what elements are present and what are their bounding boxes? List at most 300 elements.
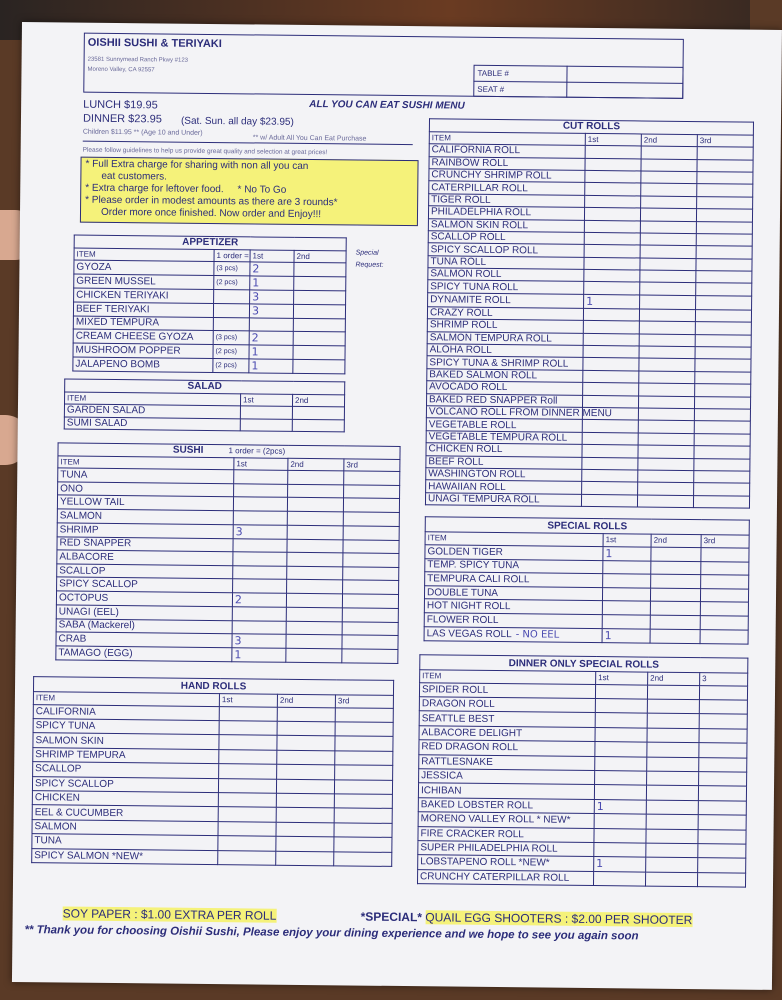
order-cell-1st[interactable] <box>582 432 638 445</box>
order-cell-1st[interactable] <box>595 756 647 771</box>
order-cell-1st[interactable] <box>603 546 651 561</box>
order-cell-1st[interactable] <box>232 634 286 649</box>
item-name: TUNA <box>32 834 218 850</box>
order-cell-3rd[interactable] <box>342 649 398 664</box>
order-cell-2nd[interactable] <box>641 146 697 159</box>
col-1st: 1st <box>219 694 277 707</box>
order-cell-2nd[interactable] <box>287 566 343 580</box>
order-cell-2nd[interactable] <box>294 277 346 292</box>
order-cell-1st[interactable] <box>584 245 640 258</box>
order-cell-3rd[interactable] <box>334 808 392 823</box>
order-cell-1st[interactable] <box>585 183 641 196</box>
order-cell-2nd[interactable] <box>276 822 334 837</box>
order-cell-3rd[interactable] <box>700 602 748 616</box>
order-cell-2nd[interactable] <box>292 419 344 432</box>
order-cell-1st[interactable] <box>585 195 641 208</box>
item-name: CALIFORNIA ROLL <box>429 144 585 158</box>
order-cell-3rd[interactable] <box>698 844 746 859</box>
order-cell-2nd[interactable] <box>286 634 342 649</box>
order-cell-2nd[interactable] <box>645 872 697 887</box>
order-cell-2nd[interactable] <box>639 334 695 347</box>
order-cell-2nd[interactable] <box>647 685 699 700</box>
order-cell-2nd[interactable] <box>293 359 345 374</box>
item-name: OCTOPUS <box>56 591 232 607</box>
order-cell-2nd[interactable] <box>640 245 696 258</box>
order-cell-1st[interactable] <box>250 276 294 290</box>
order-cell-3rd[interactable] <box>694 446 750 459</box>
item-name: BEEF ROLL <box>426 455 582 469</box>
cut-rolls-title: CUT ROLLS <box>429 119 753 135</box>
handwritten-mark: 2 <box>251 331 259 345</box>
item-name: HOT NIGHT ROLL <box>424 599 602 614</box>
item-name: SPICY TUNA ROLL <box>428 280 584 294</box>
order-cell-3rd[interactable] <box>694 409 750 422</box>
order-cell-1st[interactable] <box>583 358 639 371</box>
item-name: SALMON SKIN ROLL <box>428 218 584 232</box>
order-cell-3rd[interactable] <box>701 547 749 562</box>
order-cell-2nd[interactable] <box>277 721 335 736</box>
order-cell-3rd[interactable] <box>698 829 746 844</box>
order-cell-1st[interactable] <box>593 871 645 886</box>
item-name: SALMON TEMPURA ROLL <box>427 331 583 345</box>
order-cell-3rd[interactable] <box>701 575 749 589</box>
order-cell-3rd[interactable] <box>342 635 398 650</box>
item-name: VOLCANO ROLL FROM DINNER MENU <box>426 406 582 420</box>
order-cell-3rd[interactable] <box>694 483 750 496</box>
order-cell-2nd[interactable] <box>287 539 343 553</box>
order-cell-2nd[interactable] <box>640 295 696 310</box>
order-cell-1st[interactable] <box>249 345 293 359</box>
order-cell-2nd[interactable] <box>640 282 696 295</box>
item-name: TIGER ROLL <box>429 194 585 208</box>
order-cell-2nd[interactable] <box>294 263 346 278</box>
item-name: RATTLESNAKE <box>419 754 595 770</box>
item-name: FLOWER ROLL <box>424 613 602 628</box>
order-cell-3rd[interactable] <box>700 588 748 602</box>
order-cell-3rd[interactable] <box>700 616 748 630</box>
order-cell-1st[interactable] <box>583 345 639 358</box>
order-cell-2nd[interactable] <box>639 346 695 359</box>
item-name: CATERPILLAR ROLL <box>429 181 585 195</box>
thank-you-note: ** Thank you for choosing Oishii Sushi, Please enjoy your dining experience and we hope to see you again soon <box>24 924 639 943</box>
order-cell-1st[interactable] <box>582 457 638 470</box>
order-cell-1st[interactable] <box>584 220 640 233</box>
order-cell-3rd[interactable] <box>696 271 752 284</box>
order-cell-1st[interactable] <box>219 764 277 779</box>
dinner-price: DINNER $23.95 <box>82 112 162 126</box>
order-cell-1st[interactable] <box>218 821 276 836</box>
order-cell-2nd[interactable] <box>287 525 343 540</box>
order-cell-3rd[interactable] <box>694 471 750 484</box>
order-cell-2nd[interactable] <box>646 843 698 858</box>
order-cell-3rd[interactable] <box>701 561 749 575</box>
order-cell-1st[interactable] <box>218 778 276 793</box>
handwritten-mark: 2 <box>252 262 260 276</box>
order-cell-1st[interactable] <box>219 749 277 764</box>
order-cell-1st[interactable] <box>219 735 277 750</box>
order-cell-2nd[interactable] <box>286 607 342 621</box>
handwritten-mark: 1 <box>251 359 259 373</box>
order-cell-3rd[interactable] <box>697 172 753 185</box>
item-qty <box>213 304 249 318</box>
order-cell-1st[interactable] <box>250 290 294 304</box>
order-cell-2nd[interactable] <box>650 588 700 602</box>
order-cell-3rd[interactable] <box>695 347 751 360</box>
order-cell-1st[interactable] <box>594 857 646 872</box>
order-cell-1st[interactable] <box>240 406 292 419</box>
order-cell-3rd[interactable] <box>697 872 745 887</box>
order-cell-1st[interactable] <box>249 304 293 318</box>
order-cell-3rd[interactable] <box>334 837 392 852</box>
order-cell-3rd[interactable] <box>694 421 750 434</box>
order-cell-2nd[interactable] <box>277 750 335 765</box>
order-cell-1st[interactable] <box>595 713 647 728</box>
item-qty: (3 pcs) <box>213 330 249 344</box>
order-cell-1st[interactable] <box>249 318 293 331</box>
order-cell-2nd[interactable] <box>647 699 699 714</box>
order-cell-2nd[interactable] <box>641 183 697 196</box>
order-cell-2nd[interactable] <box>292 407 344 420</box>
order-cell-3rd[interactable] <box>335 722 393 737</box>
order-cell-2nd[interactable] <box>639 371 695 384</box>
order-cell-1st[interactable] <box>594 842 646 857</box>
order-cell-1st[interactable] <box>603 574 651 588</box>
order-cell-3rd[interactable] <box>344 485 400 499</box>
order-cell-2nd[interactable] <box>640 258 696 271</box>
order-cell-1st[interactable] <box>595 699 647 714</box>
order-cell-1st[interactable] <box>218 836 276 851</box>
order-cell-1st[interactable] <box>233 538 287 552</box>
order-cell-3rd[interactable] <box>695 371 751 384</box>
order-cell-2nd[interactable] <box>638 482 694 495</box>
order-cell-2nd[interactable] <box>293 305 345 320</box>
order-cell-1st[interactable] <box>233 497 287 511</box>
order-cell-1st[interactable] <box>233 552 287 566</box>
order-cell-1st[interactable] <box>594 814 646 829</box>
order-cell-3rd[interactable] <box>695 334 751 347</box>
order-cell-2nd[interactable] <box>646 785 698 800</box>
item-name: SHRIMP <box>57 522 233 538</box>
order-cell-3rd[interactable] <box>343 553 399 567</box>
order-cell-1st[interactable] <box>595 742 647 757</box>
order-cell-1st[interactable] <box>602 628 650 643</box>
order-cell-3rd[interactable] <box>696 258 752 271</box>
order-cell-1st[interactable] <box>219 721 277 736</box>
order-cell-3rd[interactable] <box>698 815 746 830</box>
order-cell-1st[interactable] <box>233 511 287 525</box>
item-name: JESSICA <box>419 769 595 785</box>
order-cell-1st[interactable] <box>582 469 638 482</box>
order-cell-1st[interactable] <box>594 799 646 814</box>
order-cell-1st[interactable] <box>583 321 639 334</box>
order-cell-3rd[interactable] <box>335 765 393 780</box>
order-cell-3rd[interactable] <box>699 772 747 787</box>
order-cell-2nd[interactable] <box>286 648 342 663</box>
order-cell-3rd[interactable] <box>698 800 746 815</box>
order-cell-2nd[interactable] <box>647 713 699 728</box>
order-cell-1st[interactable] <box>219 706 277 721</box>
order-cell-3rd[interactable] <box>334 823 392 838</box>
order-cell-1st[interactable] <box>240 419 292 432</box>
order-cell-2nd[interactable] <box>287 498 343 512</box>
order-cell-3rd[interactable] <box>696 295 752 310</box>
children-note: ** w/ Adult All You Can Eat Purchase <box>252 134 367 143</box>
order-cell-2nd[interactable] <box>293 331 345 346</box>
order-cell-2nd[interactable] <box>294 291 346 306</box>
item-name: CHICKEN TERIYAKI <box>74 288 214 303</box>
order-cell-3rd[interactable] <box>696 246 752 259</box>
order-cell-3rd[interactable] <box>342 608 398 622</box>
order-cell-1st[interactable] <box>584 294 640 309</box>
order-cell-2nd[interactable] <box>293 345 345 360</box>
order-cell-2nd[interactable] <box>638 408 694 421</box>
item-name: VEGETABLE TEMPURA ROLL <box>426 431 582 445</box>
order-cell-1st[interactable] <box>234 470 288 484</box>
order-cell-3rd[interactable] <box>344 471 400 485</box>
order-cell-2nd[interactable] <box>647 771 699 786</box>
order-cell-1st[interactable] <box>250 262 294 276</box>
order-cell-3rd[interactable] <box>699 685 747 700</box>
order-cell-2nd[interactable] <box>293 319 345 332</box>
table-row <box>32 848 392 866</box>
order-cell-2nd[interactable] <box>640 233 696 246</box>
order-cell-2nd[interactable] <box>651 561 701 575</box>
order-cell-1st[interactable] <box>218 850 276 865</box>
order-cell-1st[interactable] <box>233 524 287 539</box>
order-cell-2nd[interactable] <box>276 779 334 794</box>
order-cell-3rd[interactable] <box>343 567 399 581</box>
salad-title: SALAD <box>65 379 345 395</box>
table-row <box>425 492 749 508</box>
order-cell-2nd[interactable] <box>287 511 343 525</box>
item-qty <box>213 318 249 331</box>
order-cell-3rd[interactable] <box>343 525 399 540</box>
order-cell-3rd[interactable] <box>343 512 399 526</box>
order-cell-3rd[interactable] <box>343 498 399 512</box>
item-name: BAKED RED SNAPPER Roll <box>427 393 583 407</box>
order-cell-3rd[interactable] <box>696 221 752 234</box>
order-cell-1st[interactable] <box>582 445 638 458</box>
order-cell-1st[interactable] <box>583 383 639 396</box>
col-2nd: 2nd <box>651 534 701 547</box>
col-item: ITEM <box>425 532 603 546</box>
order-cell-3rd[interactable] <box>334 779 392 794</box>
order-cell-2nd[interactable] <box>647 757 699 772</box>
order-cell-2nd[interactable] <box>638 420 694 433</box>
order-cell-3rd[interactable] <box>693 495 749 508</box>
order-cell-2nd[interactable] <box>640 208 696 221</box>
order-cell-3rd[interactable] <box>698 858 746 873</box>
order-cell-2nd[interactable] <box>646 814 698 829</box>
order-cell-1st[interactable] <box>218 793 276 808</box>
order-cell-1st[interactable] <box>232 607 286 621</box>
order-cell-2nd[interactable] <box>650 601 700 615</box>
order-cell-2nd[interactable] <box>277 736 335 751</box>
order-cell-1st[interactable] <box>233 579 287 593</box>
handwritten-mark: 1 <box>604 628 612 642</box>
order-cell-1st[interactable] <box>249 359 293 373</box>
item-name: SPICY SCALLOP <box>32 776 218 792</box>
order-cell-3rd[interactable] <box>335 751 393 766</box>
order-cell-1st[interactable] <box>582 482 638 495</box>
order-cell-1st[interactable] <box>234 484 288 498</box>
order-cell-2nd[interactable] <box>287 580 343 594</box>
order-cell-3rd[interactable] <box>699 743 747 758</box>
item-name: SCALLOP <box>57 564 233 579</box>
col-item: ITEM <box>420 670 596 684</box>
order-cell-1st[interactable] <box>594 828 646 843</box>
item-name: ICHIBAN <box>418 783 594 799</box>
order-cell-2nd[interactable] <box>651 574 701 588</box>
order-cell-2nd[interactable] <box>638 470 694 483</box>
order-cell-2nd[interactable] <box>287 552 343 566</box>
order-cell-1st[interactable] <box>583 333 639 346</box>
order-cell-3rd[interactable] <box>694 396 750 409</box>
order-cell-1st[interactable] <box>584 257 640 270</box>
order-cell-1st[interactable] <box>595 684 647 699</box>
order-cell-1st[interactable] <box>602 587 650 601</box>
order-cell-2nd[interactable] <box>641 171 697 184</box>
order-cell-3rd[interactable] <box>695 359 751 372</box>
col-item: ITEM <box>74 248 214 262</box>
order-cell-3rd[interactable] <box>697 184 753 197</box>
order-cell-3rd[interactable] <box>700 629 748 644</box>
item-name: UNAGI TEMPURA ROLL <box>425 492 581 506</box>
order-cell-3rd[interactable] <box>342 621 398 635</box>
item-name: ALBACORE <box>57 550 233 565</box>
order-cell-1st[interactable] <box>249 331 293 345</box>
order-cell-3rd[interactable] <box>695 384 751 397</box>
order-cell-3rd[interactable] <box>699 757 747 772</box>
item-name: SPICY SCALLOP <box>57 577 233 592</box>
order-cell-3rd[interactable] <box>694 433 750 446</box>
order-cell-2nd[interactable] <box>638 445 694 458</box>
order-cell-3rd[interactable] <box>696 233 752 246</box>
item-name: SPICY TUNA & SHRIMP ROLL <box>427 356 583 370</box>
order-cell-2nd[interactable] <box>647 728 699 743</box>
order-cell-2nd[interactable] <box>646 829 698 844</box>
order-cell-3rd[interactable] <box>699 700 747 715</box>
order-cell-2nd[interactable] <box>639 358 695 371</box>
order-cell-2nd[interactable] <box>646 857 698 872</box>
order-cell-2nd[interactable] <box>288 470 344 484</box>
order-cell-3rd[interactable] <box>694 458 750 471</box>
order-cell-1st[interactable] <box>582 420 638 433</box>
order-cell-2nd[interactable] <box>639 321 695 334</box>
order-cell-1st[interactable] <box>233 565 287 579</box>
order-cell-3rd[interactable] <box>335 736 393 751</box>
item-name: CRAZY ROLL <box>427 307 583 321</box>
order-cell-3rd[interactable] <box>696 283 752 296</box>
order-cell-3rd[interactable] <box>699 728 747 743</box>
order-cell-1st[interactable] <box>602 615 650 629</box>
col-3rd: 3 <box>700 673 748 686</box>
item-name: GREEN MUSSEL <box>74 274 214 289</box>
order-cell-2nd[interactable] <box>650 615 700 629</box>
guidelines-intro: Please follow guidelines to help us provide great quality and selection at great prices! <box>82 146 328 157</box>
order-cell-2nd[interactable] <box>286 593 342 608</box>
order-cell-2nd[interactable] <box>650 629 700 644</box>
order-cell-3rd[interactable] <box>698 786 746 801</box>
order-cell-1st[interactable] <box>585 146 641 159</box>
lunch-price: LUNCH $19.95 <box>83 98 158 112</box>
order-cell-3rd[interactable] <box>697 159 753 172</box>
order-cell-2nd[interactable] <box>640 270 696 283</box>
order-cell-1st[interactable] <box>602 601 650 615</box>
item-name: AVOCADO ROLL <box>427 381 583 395</box>
order-cell-2nd[interactable] <box>286 621 342 635</box>
table-row <box>73 357 345 374</box>
order-cell-3rd[interactable] <box>696 209 752 222</box>
order-cell-1st[interactable] <box>232 620 286 634</box>
order-cell-1st[interactable] <box>595 770 647 785</box>
order-cell-1st[interactable] <box>218 807 276 822</box>
order-cell-3rd[interactable] <box>343 539 399 553</box>
order-cell-2nd[interactable] <box>646 800 698 815</box>
order-cell-3rd[interactable] <box>334 851 392 866</box>
order-cell-1st[interactable] <box>585 158 641 171</box>
appetizer-table <box>72 235 346 375</box>
order-cell-3rd[interactable] <box>699 714 747 729</box>
item-name: SHRIMP TEMPURA <box>33 747 219 763</box>
order-cell-2nd[interactable] <box>276 851 334 866</box>
order-cell-2nd[interactable] <box>277 764 335 779</box>
order-cell-2nd[interactable] <box>638 396 694 409</box>
item-name: GOLDEN TIGER <box>425 544 603 560</box>
order-cell-2nd[interactable] <box>651 547 701 562</box>
order-cell-2nd[interactable] <box>277 707 335 722</box>
order-cell-3rd[interactable] <box>335 707 393 722</box>
order-cell-2nd[interactable] <box>276 836 334 851</box>
order-cell-1st[interactable] <box>594 785 646 800</box>
order-cell-1st[interactable] <box>585 170 641 183</box>
order-cell-2nd[interactable] <box>647 742 699 757</box>
order-cell-2nd[interactable] <box>288 484 344 498</box>
order-cell-1st[interactable] <box>581 494 637 507</box>
order-cell-2nd[interactable] <box>641 196 697 209</box>
order-cell-3rd[interactable] <box>343 580 399 594</box>
order-cell-2nd[interactable] <box>638 458 694 471</box>
order-cell-1st[interactable] <box>584 282 640 295</box>
order-cell-2nd[interactable] <box>641 159 697 172</box>
order-cell-2nd[interactable] <box>276 808 334 823</box>
order-cell-2nd[interactable] <box>640 221 696 234</box>
order-cell-1st[interactable] <box>584 208 640 221</box>
menu-sheet <box>12 22 782 990</box>
order-cell-1st[interactable] <box>232 593 286 608</box>
order-cell-1st[interactable] <box>232 648 286 663</box>
order-cell-3rd[interactable] <box>695 322 751 335</box>
order-cell-3rd[interactable] <box>695 309 751 322</box>
order-cell-1st[interactable] <box>584 232 640 245</box>
order-cell-1st[interactable] <box>583 370 639 383</box>
order-cell-1st[interactable] <box>583 308 639 321</box>
order-cell-2nd[interactable] <box>637 495 693 508</box>
item-name: GYOZA <box>74 260 214 275</box>
order-cell-1st[interactable] <box>584 269 640 282</box>
order-cell-1st[interactable] <box>582 395 638 408</box>
order-cell-3rd[interactable] <box>334 794 392 809</box>
order-cell-2nd[interactable] <box>639 309 695 322</box>
order-cell-3rd[interactable] <box>342 594 398 609</box>
order-cell-1st[interactable] <box>603 560 651 574</box>
order-cell-2nd[interactable] <box>638 433 694 446</box>
order-cell-1st[interactable] <box>595 727 647 742</box>
order-cell-3rd[interactable] <box>697 147 753 160</box>
order-cell-2nd[interactable] <box>276 793 334 808</box>
order-cell-2nd[interactable] <box>639 383 695 396</box>
order-cell-3rd[interactable] <box>697 196 753 209</box>
